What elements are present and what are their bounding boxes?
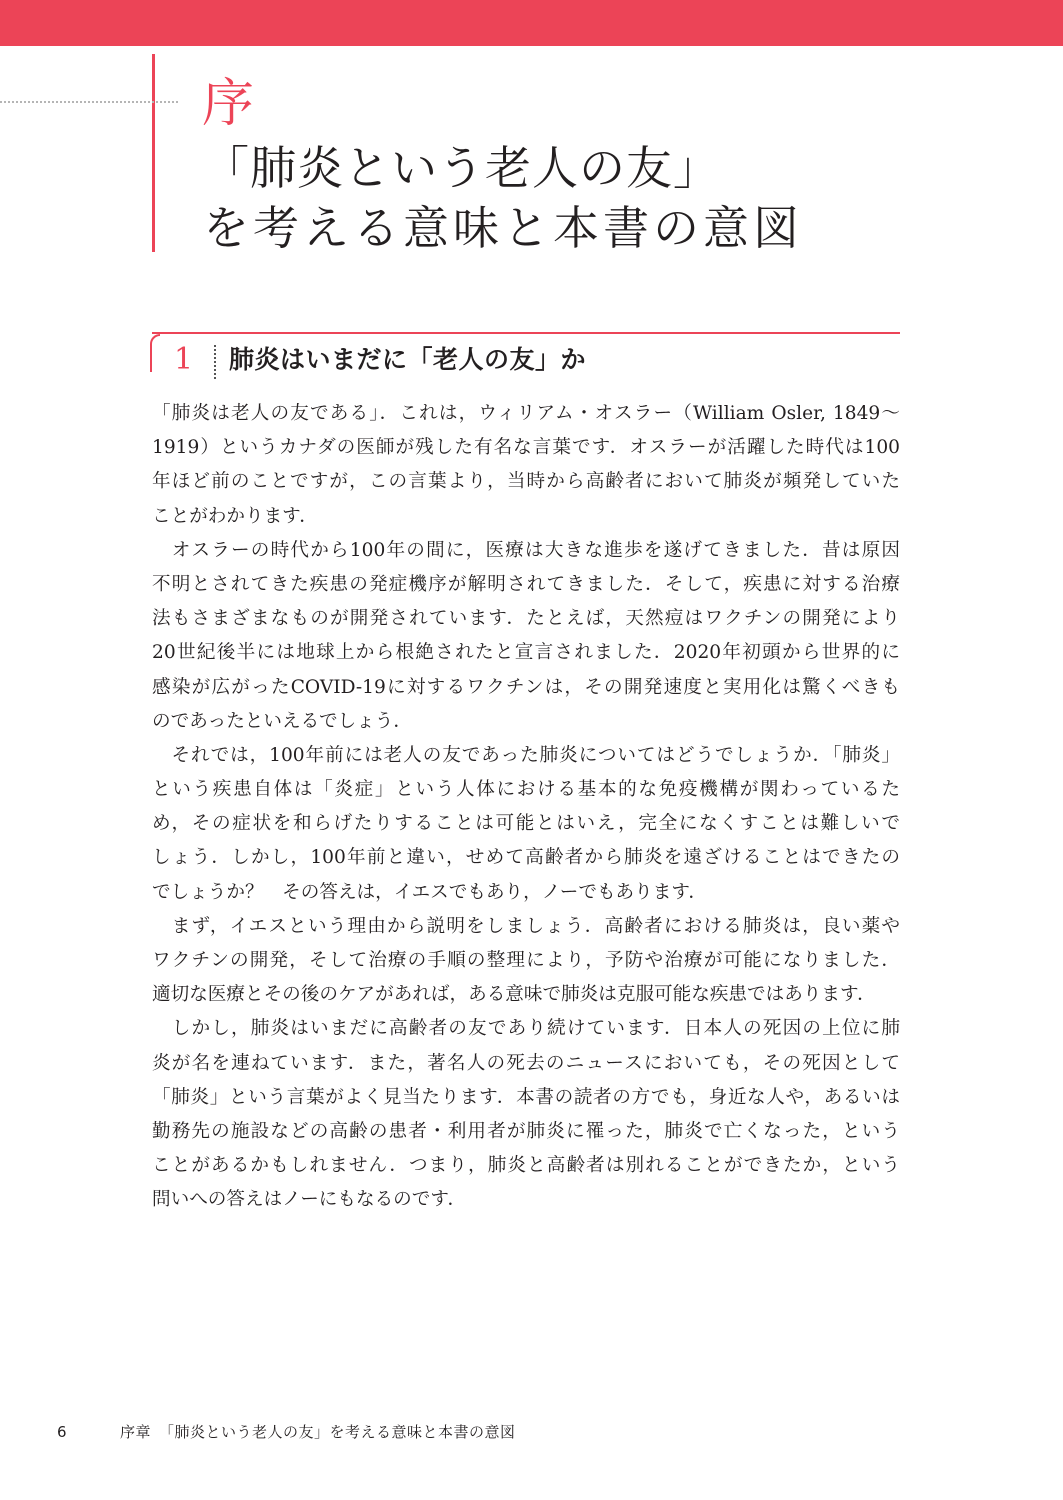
body-line: という疾患自体は「炎症」という人体における基本的な免疫機構が関わっているた: [152, 779, 900, 801]
body-line: ことがあるかもしれません．つまり，肺炎と高齢者は別れることができたか，という: [152, 1155, 900, 1177]
chapter-title-line-1: 「肺炎という老人の友」: [203, 141, 720, 195]
body-line: まず，イエスという理由から説明をしましょう．高齢者における肺炎は，良い薬や: [152, 915, 900, 937]
header-color-band: [0, 0, 1063, 46]
body-line: 問いへの答えはノーにもなるのです．: [152, 1189, 467, 1211]
body-line: 不明とされてきた疾患の発症機序が解明されてきました．そして，疾患に対する治療: [152, 573, 900, 595]
body-line: 感染が広がったCOVID-19に対するワクチンは，その開発速度と実用化は驚くべきも: [152, 676, 900, 698]
accent-line-gap: [152, 46, 155, 54]
chapter-title-line-2: を考える意味と本書の意図: [203, 201, 803, 255]
running-title: 序章 「肺炎という老人の友」を考える意味と本書の意図: [120, 1423, 516, 1441]
body-line: でしょうか？ その答えは，イエスでもあり，ノーでもあります．: [152, 881, 708, 903]
body-line: 1919）というカナダの医師が残した有名な言葉です．オスラーが活躍した時代は100: [152, 437, 900, 459]
body-line: 年ほど前のことですが，この言葉より，当時から高齢者において肺炎が頻発していた: [152, 471, 900, 493]
page-number: 6: [57, 1423, 67, 1441]
body-line: 法もさまざまなものが開発されています．たとえば，天然痘はワクチンの開発により: [152, 608, 900, 630]
chapter-title: [203, 138, 803, 258]
dotted-leader: [0, 101, 178, 103]
body-line: のであったといえるでしょう．: [152, 710, 412, 732]
body-line: しょう．しかし，100年前と違い，せめて高齢者から肺炎を遠ざけることはできたの: [152, 847, 900, 869]
body-line: オスラーの時代から100年の間に，医療は大きな進歩を遂げてきました．昔は原因: [152, 539, 900, 561]
section-bracket: [150, 334, 160, 372]
body-line: 「肺炎は老人の友である」．これは，ウィリアム・オスラー（William Osler, 1849～: [152, 403, 900, 424]
body-line: 「肺炎」という言葉がよく見当たります．本書の読者の方でも，身近な人や，あるいは: [152, 1086, 900, 1108]
body-text: [152, 397, 900, 1218]
section-title: 肺炎はいまだに「老人の友」か: [229, 345, 587, 374]
body-line: しかし，肺炎はいまだに高齢者の友であり続けています．日本人の死因の上位に肺: [152, 1018, 900, 1040]
section-divider-dots: [214, 345, 216, 379]
section-number: 1: [174, 342, 194, 377]
body-line: 炎が名を連ねています．また，著名人の死去のニュースにおいても，その死因として: [152, 1052, 900, 1074]
chapter-accent-line: [152, 0, 155, 252]
body-line: め，その症状を和らげたりすることは可能とはいえ，完全になくすことは難しいで: [152, 813, 900, 835]
body-line: それでは，100年前には老人の友であった肺炎についてはどうでしょうか．「肺炎」: [152, 744, 900, 766]
section-rule: [152, 332, 900, 334]
body-line: 適切な医療とその後のケアがあれば，ある意味で肺炎は克服可能な疾患ではあります．: [152, 984, 876, 1006]
body-line: ことがわかります．: [152, 505, 318, 527]
body-line: 勤務先の施設などの高齢の患者・利用者が肺炎に罹った，肺炎で亡くなった，という: [152, 1120, 900, 1142]
body-line: ワクチンの開発，そして治療の手順の整理により，予防や治療が可能になりました．: [152, 950, 900, 971]
body-line: 20世紀後半には地球上から根絶されたと宣言されました．2020年初頭から世界的に: [152, 642, 900, 664]
chapter-mark: 序: [202, 74, 255, 134]
